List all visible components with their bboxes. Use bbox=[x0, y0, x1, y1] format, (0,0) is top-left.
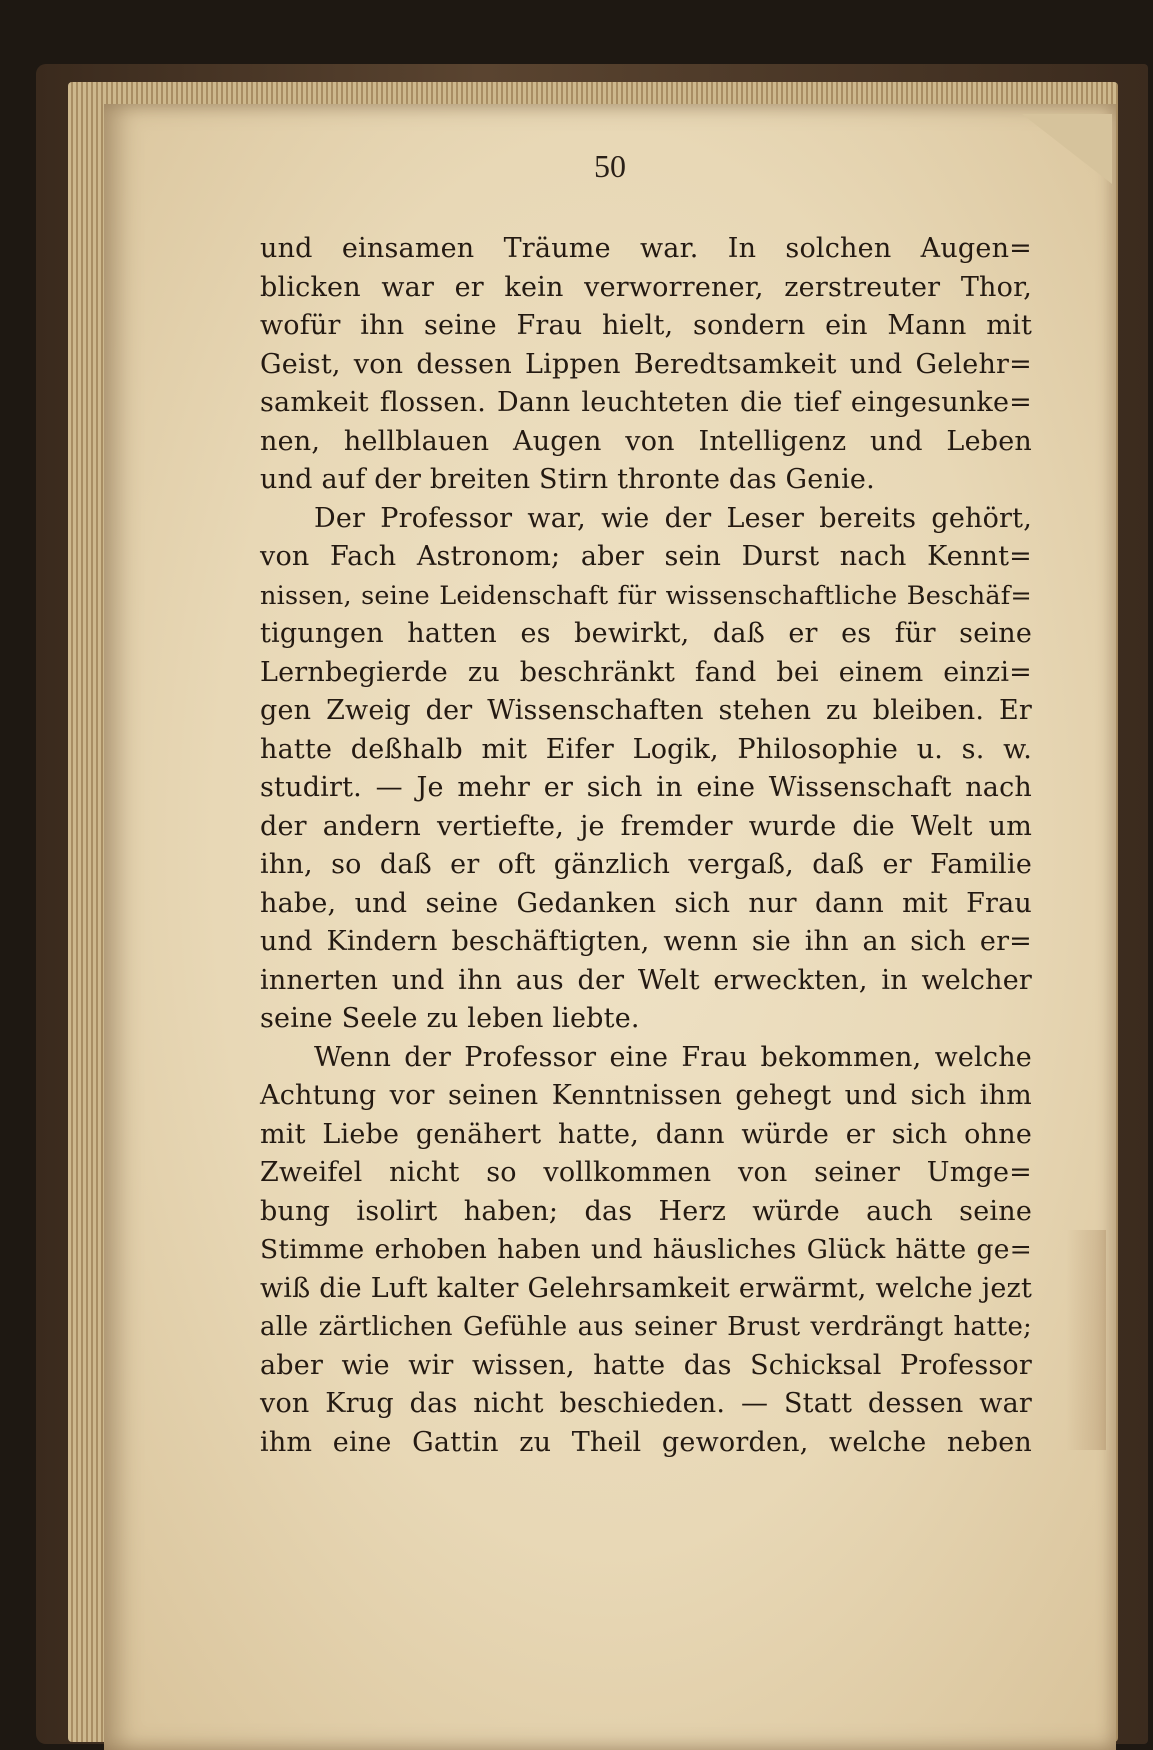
text-line: Achtung vor seinen Kenntnissen gehegt und sich ihm bbox=[260, 1080, 1032, 1111]
text-line: seine Seele zu leben liebte. bbox=[260, 1003, 640, 1034]
text-line: nissen, seine Leidenschaft für wissenschaftliche Beschäf= bbox=[260, 580, 1032, 611]
text-line: blicken war er kein verworrener, zerstreuter Thor, bbox=[260, 271, 1032, 303]
text-line: tigungen hatten es bewirkt, daß er es für seine bbox=[260, 618, 1032, 649]
page-stain bbox=[1066, 1230, 1106, 1450]
text-line: gen Zweig der Wissenschaften stehen zu bleiben. Er bbox=[260, 695, 1032, 726]
text-line: Zweifel nicht so vollkommen von seiner Umge= bbox=[260, 1157, 1032, 1188]
text-line: habe, und seine Gedanken sich nur dann mit Frau bbox=[260, 887, 1032, 919]
text-line: und Kindern beschäftigten, wenn sie ihn an sich er= bbox=[260, 926, 1032, 957]
text-line: Lernbegierde zu beschränkt fand bei einem einzi= bbox=[260, 656, 1032, 688]
text-line: bung isolirt haben; das Herz würde auch seine bbox=[260, 1195, 1032, 1227]
text-line: Der Professor war, wie der Leser bereits gehört, bbox=[314, 502, 1032, 534]
text-line: nen, hellblauen Augen von Intelligenz und Leben bbox=[260, 425, 1032, 457]
text-line: ihn, so daß er oft gänzlich vergaß, daß er Familie bbox=[260, 849, 1032, 880]
body-text bbox=[260, 230, 1032, 1462]
text-line: von Krug das nicht beschieden. — Statt dessen war bbox=[260, 1388, 1032, 1419]
text-line: der andern vertiefte, je fremder wurde die Welt um bbox=[260, 810, 1032, 842]
text-line: innerten und ihn aus der Welt erweckten, in welcher bbox=[260, 964, 1032, 996]
text-line: studirt. — Je mehr er sich in eine Wissenschaft nach bbox=[260, 772, 1032, 803]
text-line: mit Liebe genähert hatte, dann würde er sich ohne bbox=[260, 1118, 1032, 1150]
text-line: wiß die Luft kalter Gelehrsamkeit erwärmt, welche jezt bbox=[260, 1272, 1032, 1304]
text-line: aber wie wir wissen, hatte das Schicksal Professor bbox=[260, 1349, 1032, 1381]
text-line: ihm eine Gattin zu Theil geworden, welche neben bbox=[260, 1426, 1032, 1458]
page-number: 50 bbox=[594, 148, 626, 184]
text-line: wofür ihn seine Frau hielt, sondern ein Mann mit bbox=[260, 310, 1032, 341]
text-line: Stimme erhoben haben und häusliches Glück hätte ge= bbox=[260, 1234, 1032, 1265]
text-line: von Fach Astronom; aber sein Durst nach Kennt= bbox=[260, 541, 1032, 572]
text-line: und auf der breiten Stirn thronte das Genie. bbox=[260, 464, 875, 495]
book-page bbox=[104, 104, 1116, 1750]
text-line: alle zärtlichen Gefühle aus seiner Brust verdrängt hatte; bbox=[260, 1312, 1032, 1342]
text-line: samkeit flossen. Dann leuchteten die tief eingesunke= bbox=[260, 387, 1032, 418]
text-line: Wenn der Professor eine Frau bekommen, welche bbox=[314, 1041, 1032, 1073]
text-line: Geist, von dessen Lippen Beredtsamkeit und Gelehr= bbox=[260, 348, 1032, 380]
text-line: und einsamen Träume war. In solchen Augen= bbox=[260, 233, 1032, 264]
text-line: hatte deßhalb mit Eifer Logik, Philosophie u. s. w. bbox=[260, 733, 1032, 765]
